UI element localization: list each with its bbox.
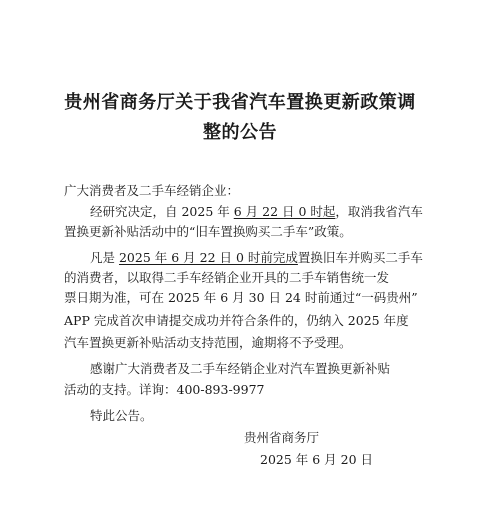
- paragraph-2-line-3: 票日期为准，可在 2025 年 6 月 30 日 24 时前通过“一码贵州”: [64, 290, 418, 305]
- paragraph-1-line-2: 置换更新补贴活动中的“旧车置换购买二手车”政策。: [64, 224, 352, 239]
- paragraph-2-line-5: 汽车置换更新补贴活动支持范围，逾期将不予受理。: [64, 335, 352, 350]
- text-span: 凡是: [90, 250, 119, 265]
- paragraph-2-line-2: 的消费者，以取得二手车经销企业开具的二手车销售统一发: [64, 270, 390, 285]
- text-span: 置换旧车并购买二手车: [297, 250, 423, 265]
- underlined-date: 2025 年 6 月 22 日 0 时前完成: [118, 250, 298, 265]
- text-span: ，取消我省汽车: [335, 204, 423, 219]
- closing-text: 特此公告。: [90, 408, 153, 423]
- underlined-date: 6 月 22 日 0 时起: [233, 204, 336, 219]
- paragraph-2-line-1: [90, 250, 423, 266]
- notice-date: 2025 年 6 月 20 日: [260, 452, 374, 467]
- paragraph-3-line-1: 感谢广大消费者及二手车经销企业对汽车置换更新补贴: [90, 361, 391, 376]
- paragraph-3-line-2: 活动的支持。详询：400-893-9977: [64, 382, 265, 397]
- signature: 贵州省商务厅: [244, 430, 320, 445]
- salutation: 广大消费者及二手车经销企业：: [64, 183, 240, 198]
- paragraph-1-line-1: [90, 204, 423, 220]
- notice-title-line2: 整的公告: [203, 122, 277, 143]
- text-span: 经研究决定，自 2025 年: [90, 204, 234, 219]
- notice-title-line1: 贵州省商务厅关于我省汽车置换更新政策调: [64, 92, 416, 113]
- paragraph-2-line-4: APP 完成首次申请提交成功并符合条件的，仍纳入 2025 年度: [64, 313, 409, 328]
